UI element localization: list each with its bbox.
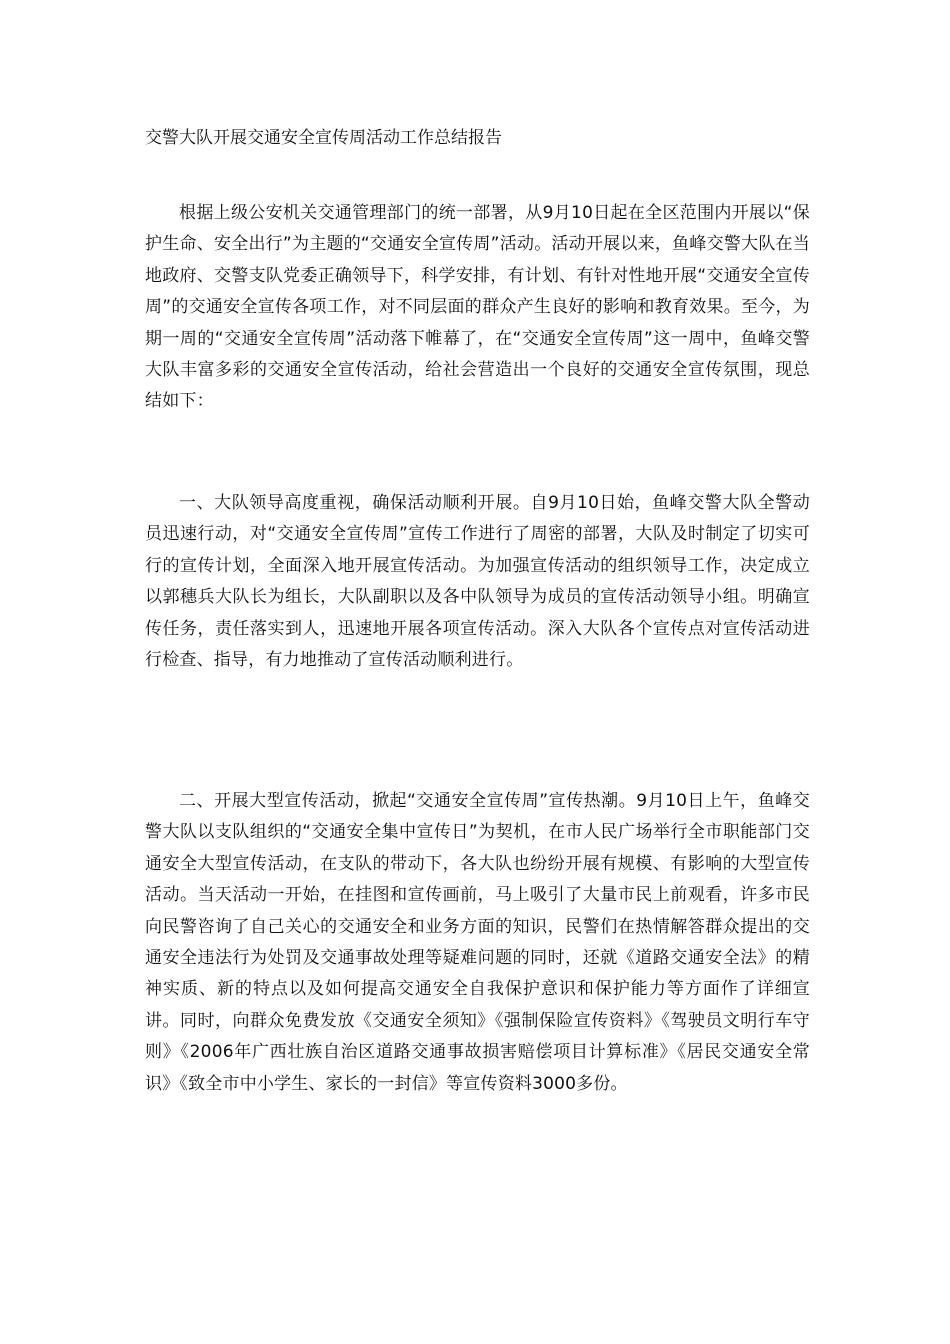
document-title: 交警大队开展交通安全宣传周活动工作总结报告 <box>145 128 502 148</box>
paragraph-intro: 根据上级公安机关交通管理部门的统一部署，从9月10日起在全区范围内开展以“保护生命、安全出行”为主题的“交通安全宣传周”活动。活动开展以来，鱼峰交警大队在当地政府、交警支队党委正确领导下，科学安排，有计划、有针对性地开展“交通安全宣传周”的交通安全宣传各项工作，对不同层面的群众产生良好的影响和教育效果。至今，为期一周的“交通安全宣传周”活动落下帷幕了，在“交通安全宣传周”这一周中，鱼峰交警大队丰富多彩的交通安全宣传活动，给社会营造出一个良好的交通安全宣传氛围，现总结如下： <box>145 203 810 412</box>
paragraph-section-one: 一、大队领导高度重视，确保活动顺利开展。自9月10日始，鱼峰交警大队全警动员迅速行动，对“交通安全宣传周”宣传工作进行了周密的部署，大队及时制定了切实可行的宣传计划，全面深入地开展宣传活动。为加强宣传活动的组织领导工作，决定成立以郭穗兵大队长为组长，大队副职以及各中队领导为成员的宣传活动领导小组。明确宣传任务，责任落实到人，迅速地开展各项宣传活动。深入大队各个宣传点对宣传活动进行检查、指导，有力地推动了宣传活动顺利进行。 <box>145 493 810 671</box>
paragraph-section-two: 二、开展大型宣传活动，掀起“交通安全宣传周”宣传热潮。9月10日上午，鱼峰交警大队以支队组织的“交通安全集中宣传日”为契机，在市人民广场举行全市职能部门交通安全大型宣传活动，在支队的带动下，各大队也纷纷开展有规模、有影响的大型宣传活动。当天活动一开始，在挂图和宣传画前，马上吸引了大量市民上前观看，许多市民向民警咨询了自己关心的交通安全和业务方面的知识，民警们在热情解答群众提出的交通安全违法行为处罚及交通事故处理等疑难问题的同时，还就《道路交通安全法》的精神实质、新的特点以及如何提高交通安全自我保护意识和保护能力等方面作了详细宣讲。同时，向群众免费发放《交通安全须知》《强制保险宣传资料》《驾驶员文明行车守则》《2006年广西壮族自治区道路交通事故损害赔偿项目计算标准》《居民交通安全常识》《致全市中小学生、家长的一封信》等宣传资料3000多份。 <box>145 791 810 1094</box>
